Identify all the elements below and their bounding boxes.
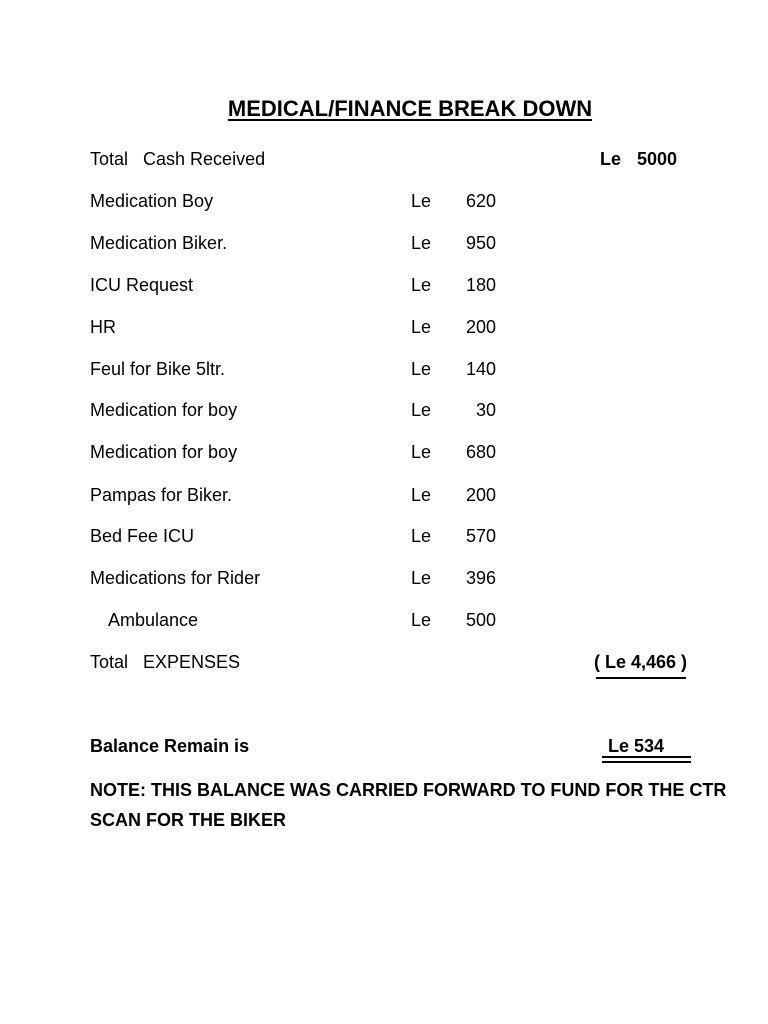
- expense-currency: Le: [411, 400, 432, 420]
- expense-currency: Le: [411, 526, 432, 546]
- expense-currency: Le: [411, 485, 432, 505]
- balance-row: [0, 734, 768, 758]
- document-title: MEDICAL/FINANCE BREAK DOWN: [227, 96, 593, 121]
- expense-label: Ambulance: [108, 610, 199, 630]
- expense-label: Pampas for Biker.: [90, 485, 233, 505]
- total-expenses-label: Total EXPENSES: [90, 652, 241, 672]
- expense-currency: Le: [411, 568, 432, 588]
- expense-currency: Le: [411, 275, 432, 295]
- total-expenses-row: [0, 650, 768, 674]
- expense-amount: 200: [465, 485, 496, 505]
- expense-currency: Le: [411, 317, 432, 337]
- expense-row: [0, 315, 768, 339]
- expense-row: [0, 483, 768, 507]
- expense-currency: Le: [411, 359, 432, 379]
- balance-amount: Le 534: [603, 736, 665, 756]
- expense-currency: Le: [411, 442, 432, 462]
- expense-row: [0, 608, 768, 632]
- expense-label: Feul for Bike 5ltr.: [90, 359, 226, 379]
- expense-row: [0, 440, 768, 464]
- expense-amount: 30: [475, 400, 496, 420]
- expense-label: Medication for boy: [90, 442, 238, 462]
- expense-row: [0, 189, 768, 213]
- expense-currency: Le: [411, 191, 432, 211]
- expense-row: [0, 398, 768, 422]
- expense-label: Medications for Rider: [90, 568, 261, 588]
- balance-label: Balance Remain is: [90, 736, 250, 756]
- cash-received-currency: Le: [600, 149, 622, 169]
- total-expenses-amount: ( Le 4,466 ): [594, 652, 688, 672]
- expense-row: [0, 524, 768, 548]
- expense-amount: 570: [465, 526, 496, 546]
- expense-currency: Le: [411, 610, 432, 630]
- expense-row: [0, 357, 768, 381]
- expense-label: Medication for boy: [90, 400, 238, 420]
- expense-amount: 620: [465, 191, 496, 211]
- expense-row: [0, 566, 768, 590]
- expense-currency: Le: [411, 233, 432, 253]
- expense-amount: 200: [465, 317, 496, 337]
- expense-label: Bed Fee ICU: [90, 526, 195, 546]
- balance-double-underline-bottom: [602, 761, 691, 763]
- expense-label: HR: [90, 317, 116, 337]
- expense-amount: 500: [465, 610, 496, 630]
- expense-label: ICU Request: [90, 275, 194, 295]
- total-expenses-underline: [596, 677, 686, 679]
- cash-received-row: [0, 147, 768, 171]
- expense-label: Medication Biker.: [90, 233, 228, 253]
- expense-row: [0, 231, 768, 255]
- expense-amount: 396: [465, 568, 496, 588]
- expense-amount: 680: [465, 442, 496, 462]
- expense-amount: 950: [465, 233, 496, 253]
- cash-received-amount: 5000: [637, 149, 678, 169]
- expense-label: Medication Boy: [90, 191, 214, 211]
- expense-row: [0, 273, 768, 297]
- balance-double-underline-top: [602, 756, 691, 758]
- balance-note: NOTE: THIS BALANCE WAS CARRIED FORWARD TO FUND FOR THE CTR SCAN FOR THE BIKER: [90, 780, 727, 830]
- cash-received-label: Total Cash Received: [90, 149, 266, 169]
- expense-amount: 180: [465, 275, 496, 295]
- expense-amount: 140: [465, 359, 496, 379]
